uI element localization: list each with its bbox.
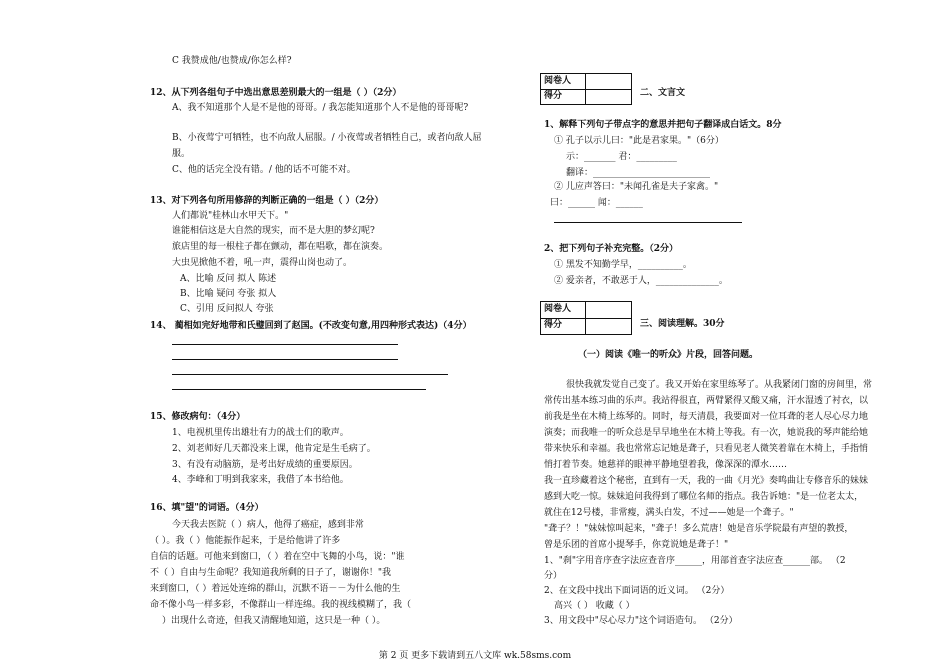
q13-option-a: A、比喻 反问 拟人 陈述 — [180, 274, 277, 284]
q13-sentence-4: 大虫见掀他不着，吼一声，震得山岗也动了。 — [172, 258, 353, 268]
reading-q1: 1、"刹"字用音序查字法应查音序______，用部首查字法应查______部。 （2 — [544, 556, 846, 566]
section-2-title: 二、文言文 — [640, 88, 686, 98]
score-box-1 — [540, 73, 632, 105]
q13-option-c: C、引用 反问拟人 夸张 — [180, 304, 274, 314]
q13-sentence-1: 人们都说"桂林山水甲天下。" — [172, 211, 289, 221]
classical-q1-line-2: 示：_______ 君：_________ — [566, 152, 677, 162]
reading-q2: 2、在文段中找出下面词语的近义词。 （2分） — [544, 586, 730, 596]
q15-sentence-3: 3、有没有动脑筋，是考出好成绩的重要原因。 — [172, 460, 358, 470]
q12-option-b: B、小夜莺宁可牺牲，也不向敌人屈服。/ 小夜莺或者牺牲自己，或者向敌人屈 — [172, 133, 482, 143]
reading-q2-blanks: 高兴（ ） 收藏（ ） — [554, 601, 635, 611]
q12-title: 12、从下列各组句子中选出意思差别最大的一组是（ ）（2分） — [150, 88, 402, 98]
classical-q1-line-5: 曰：______ 闻：______ — [550, 198, 643, 208]
score-label: 得分 — [544, 320, 563, 330]
classical-q2-title: 2、把下列句子补充完整。（2分） — [544, 244, 679, 254]
q11-option-c: C 我赞成他/也赞成/你怎么样? — [172, 56, 292, 66]
q16-paragraph-line-5: 来到窗口，（ ）着远处连绵的群山，沉默不语－－为什么他的生 — [150, 584, 401, 594]
classical-q1-line-3: 翻译：__________________________ — [566, 168, 711, 178]
q12-option-b-cont: 服。 — [172, 149, 191, 159]
q12-option-a: A、我不知道那个人是不是他的哥哥。/ 我怎能知道那个人不是他的哥哥呢? — [172, 103, 469, 113]
q16-paragraph-line-3: 自信的话题。可他来到窗口，（ ）着在空中飞舞的小鸟，说："谁 — [150, 552, 405, 562]
q12-option-c: C、他的话完全没有错。/ 他的话不可能不对。 — [172, 165, 356, 175]
section-3-title: 三、阅读理解。30分 — [640, 319, 725, 329]
q15-sentence-4: 4、李峰和丁明到我家来，我借了本书给他。 — [172, 475, 349, 485]
q16-paragraph-line-2: （ ）。我（ ）他能振作起来，于是给他讲了许多 — [150, 536, 341, 546]
q15-sentence-1: 1、电视机里传出雄壮有力的战士们的歌声。 — [172, 428, 349, 438]
passage-line-7: 我一直珍藏着这个秘密，直到有一天，我的一曲《月光》奏鸣曲让专修音乐的妹妹 — [544, 476, 869, 486]
q16-title: 16、填"望"的词语。（4分） — [150, 503, 264, 513]
passage-line-3: 前我是坐在木椅上练琴的。同时，每天清晨，我要面对一位耳聋的老人尽心尽力地 — [544, 412, 869, 422]
score-box-2 — [540, 301, 632, 335]
reviewer-label: 阅卷人 — [544, 304, 572, 314]
classical-q1-line-4: ② 儿应声答曰："未闻孔雀是夫子家禽。" — [554, 182, 719, 192]
classical-q1-title: 1、解释下列句子带点字的意思并把句子翻译成白话文。8分 — [544, 120, 782, 130]
passage-line-10: "聋子？！"妹妹惊叫起来，"聋子！多么荒唐！她是音乐学院最有声望的教授， — [544, 524, 854, 534]
q13-sentence-3: 旅店里的每一根柱子都在颤动，都在唱歌，都在演奏。 — [172, 242, 389, 252]
passage-line-8: 感到大吃一惊。妹妹追问我得到了哪位名师的指点。我告诉她："是一位老太太， — [544, 492, 864, 502]
classical-q2-line-1: ① 黑发不知勤学早，__________。 — [554, 260, 692, 270]
q16-paragraph-line-4: 不（ ）自由与生命呢？我知道我所剩的日子了，谢谢你！"我 — [150, 568, 392, 578]
passage-line-9: 就住在12号楼，非常瘦，满头白发，不过——她是一个聋子。" — [544, 508, 794, 518]
score-label: 得分 — [544, 91, 563, 101]
q16-paragraph-line-7: ）出现什么奇迹，但我又清醒地知道，这只是一种（ ）。 — [162, 616, 386, 626]
classical-q1-answer-line[interactable] — [554, 222, 742, 223]
reading-q3: 3、用文段中"尽心尽力"这个词语造句。 （2分） — [544, 616, 738, 626]
q14-answer-line-1[interactable] — [172, 344, 398, 345]
passage-line-1: 很快我就发觉自己变了。我又开始在家里练琴了。从我紧闭门窗的房间里，常 — [566, 380, 873, 390]
q14-answer-line-2[interactable] — [172, 359, 398, 360]
classical-q1-line-1: ① 孔子以示儿曰："此是君家果。"（6分） — [554, 136, 724, 146]
q14-answer-line-4[interactable] — [172, 389, 426, 390]
classical-q2-line-2: ② 爱亲者，不敢恶于人，______________。 — [554, 276, 728, 286]
q15-sentence-2: 2、刘老师好几天都没来上课，他肯定是生毛病了。 — [172, 444, 376, 454]
q16-paragraph-line-6: 命不像小鸟一样多彩，不像群山一样连绵。我的视线模糊了，我（ — [150, 600, 412, 610]
reviewer-label: 阅卷人 — [544, 76, 572, 86]
q13-sentence-2: 谁能相信这是大自然的现实，而不是大胆的梦幻呢? — [172, 226, 375, 236]
passage-line-11: 曾是乐团的首席小提琴手，你竟说她是聋子！" — [544, 540, 729, 550]
passage-line-6: 悄打着节奏。她慈祥的眼神平静地望着我，像深深的潭水…… — [544, 460, 788, 470]
q14-answer-line-3[interactable] — [172, 374, 448, 375]
passage-line-4: 演奏；而我唯一的听众总是早早地坐在木椅上等我。有一次，她说我的琴声能给她 — [544, 428, 869, 438]
reading-q1-cont: 分） — [544, 571, 563, 581]
q13-option-b: B、比喻 疑问 夸张 拟人 — [180, 289, 277, 299]
passage-line-5: 带来快乐和幸福。我也常常忘记她是聋子，只看见老人微笑着靠在木椅上，手指悄 — [544, 444, 869, 454]
q13-title: 13、对下列各句所用修辞的判断正确的一组是（ ）（2分） — [150, 196, 384, 206]
q15-title: 15、修改病句：（4分） — [150, 412, 246, 422]
q16-paragraph-line-1: 今天我去医院（ ）病人，他得了癌症，感到非常 — [172, 520, 364, 530]
page-footer: 第 2 页 更多下载请到五八文库 wk.58sms.com — [378, 651, 572, 661]
q14-title: 14、 蔺相如完好地带和氏璧回到了赵国。(不改变句意,用四种形式表达)（4分） — [150, 321, 472, 331]
passage-line-2: 常传出基本练习曲的乐声。我站得很直，两臂紧得又酸又痛，汗水湿透了衬衣，以 — [544, 396, 869, 406]
reading-title: （一）阅读《唯一的听众》片段，回答问题。 — [578, 350, 759, 360]
